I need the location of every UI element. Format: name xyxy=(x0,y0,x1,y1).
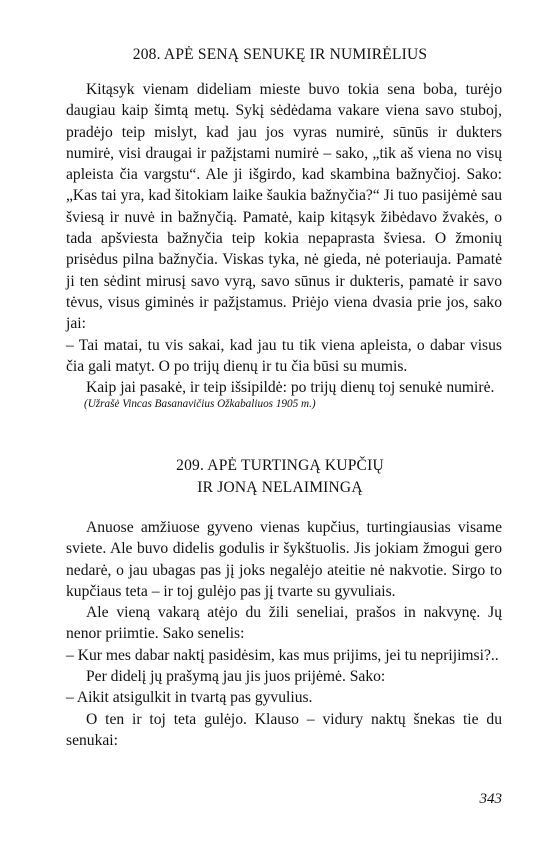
dialog-line: – Kur mes dabar naktį pasidėsim, kas mus prijims, jei tu neprijimsi?.. xyxy=(66,646,499,664)
dialog-line: – Tai matai, tu vis sakai, kad jau tu tik viena apleista, o dabar visus čia gali matyt. O po trijų dienų ir tu čia būsi su mumis. xyxy=(66,336,502,375)
paragraph: Kitąsyk vienam dideliam mieste buvo tokia sena boba, turėjo daugiau kaip šimtą metų. Sykį sėdėdama vakare viena savo stuboj, pradėjo teip mislyt, kad jau jos vyras numirė, sūnūs ir dukters numirė, visi draugai ir pažįstami numirė – sako, „tik aš viena no visų apleista čia vargstu“. Ale ji išgirdo, kad skambina bažnyčioj. Sako: „Kas tai yra, kad šitokiam laike šaukia bažnyčia?“ Ji tuo pasijėmė sau šviesą ir nuvė in bažnyčią. Pamatė, kaip kitąsyk žibėdavo žvakės, o tada apšviesta bažnyčia teip kokia nepaprasta šviesa. O žmonių prisėdus pilna bažnyčia. Viskas tyka, nė gieda, nė poteriauja. Pamatė ji ten sėdint mirusį savo vyrą, savo sūnus ir dukteris, pamatė ir savo tėvus, visus giminės ir pažįstamus. Priėjo viena dvasia prie jos, sako jai: xyxy=(66,81,502,333)
story-title xyxy=(60,455,500,499)
source-note: (Užrašė Vincas Basanavičius Ožkabaliuos 1905 m.) xyxy=(84,398,316,410)
paragraph: Kaip jai pasakė, ir teip išsipildė: po trijų dienų toj senukė numirė. xyxy=(86,379,495,397)
title-line: 209. APĖ TURTINGĄ KUPČIŲ xyxy=(176,457,384,474)
paragraph: Anuose amžiuose gyveno vienas kupčius, turtingiausias visame sviete. Ale buvo didelis godulis ir šykštuolis. Jis jokiam žmogui gero nedarė, o jau ubagas pas jį joks negalėjo ateitie nė nakvotie. Sirgo to kupčiaus teta – ir toj gulėjo pas jį tvarte su gyvuliais. xyxy=(66,519,502,600)
paragraph: O ten ir toj teta gulėjo. Klauso – vidury naktų šnekas tie du senukai: xyxy=(66,710,502,749)
story-body xyxy=(66,79,502,398)
dialog-line: – Aikit atsigulkit in tvartą pas gyvulius. xyxy=(66,689,313,707)
title-line: IR JONĄ NELAIMINGĄ xyxy=(197,479,363,496)
story-body xyxy=(66,517,502,751)
paragraph: Ale vieną vakarą atėjo du žili seneliai, prašos in nakvynę. Jų nenor priimtie. Sako senelis: xyxy=(66,604,502,643)
paragraph: Per didelį jų prašymą jau jis juos prijėmė. Sako: xyxy=(86,668,386,686)
page-number: 343 xyxy=(479,791,502,807)
story-title: 208. APĖ SENĄ SENUKĘ IR NUMIRĖLIUS xyxy=(132,46,428,63)
